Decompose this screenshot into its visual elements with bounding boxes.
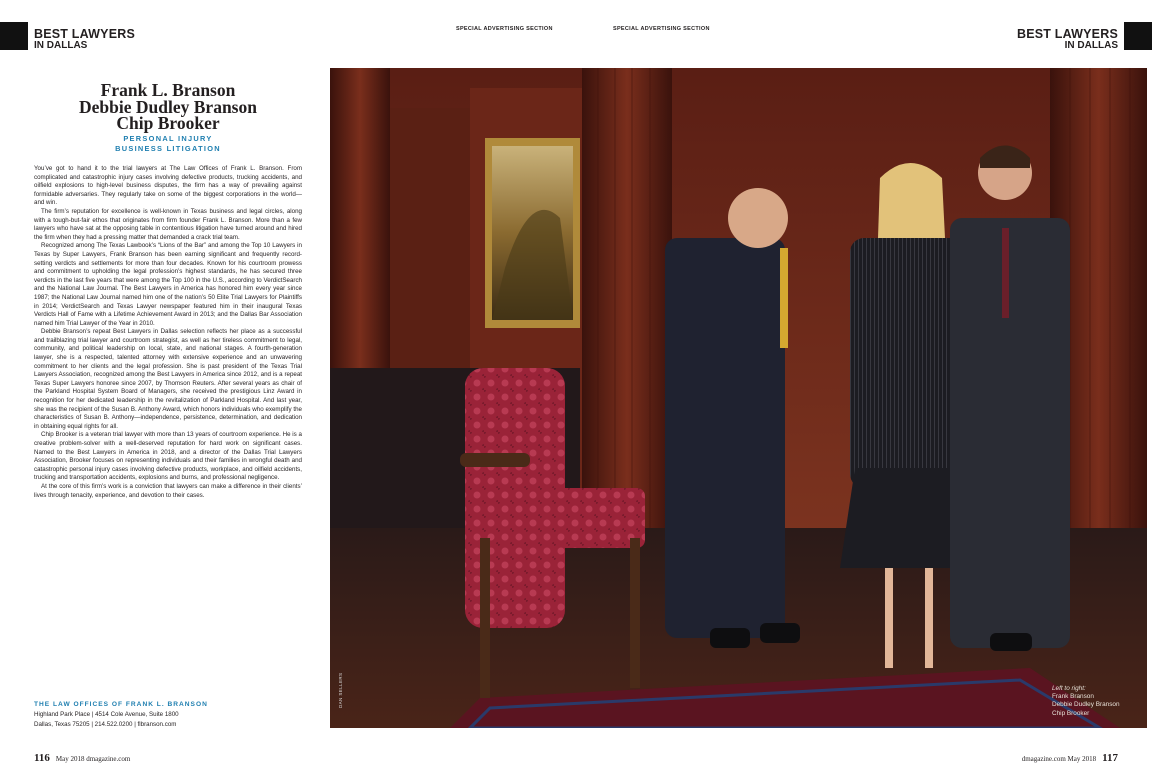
lawyer-names — [34, 82, 302, 132]
paragraph: Recognized among The Texas Lawbook’s “Lions of the Bar” and among the Top 10 Lawyers in Texas by Super Lawyers, Frank Branson has been earning significant and frequently record-setting verdicts and settlements for more than four decades. Known for his courtroom prowess and commitment to upholding the legal profession’s highest standards, he has secured three verdicts in the last five years that were among the Top 100 in the U.S., according to VerdictSearch and the National Law Journal. The Best Lawyers in America has honored him every year since 1987; the National Law Journal named him one of the nation’s 50 Elite Trial Lawyers for Plaintiffs in 2014; VerdictSearch and Texas Lawyer newspaper featured him in their inaugural Texas Verdicts Hall of Fame with a Lifetime Achievement Award in 2013; and the Dallas Bar Association named him Trial Lawyer of the Year in 2010. — [34, 242, 302, 327]
section-subtitle: IN DALLAS — [34, 40, 88, 51]
practice-areas — [34, 134, 302, 153]
section-subtitle: IN DALLAS — [1064, 40, 1118, 51]
group-photo — [330, 68, 1147, 728]
paragraph: The firm’s reputation for excellence is well-known in Texas business and legal circles, along with a tough-but-fair ethos that originates from firm founder Frank L. Branson. More than a few lawyers who have sat at the opposing table in contentious litigation have turned around and hired the firm when they had a pressing matter that demanded a crack trial team. — [34, 207, 302, 241]
contact-block — [34, 700, 302, 730]
caption-lead: Left to right: — [1052, 685, 1086, 692]
section-title: BEST LAWYERS — [1016, 27, 1118, 41]
advertising-label-right: SPECIAL ADVERTISING SECTION — [613, 26, 710, 32]
caption-name: Chip Brooker — [1052, 709, 1090, 717]
firm-name: THE LAW OFFICES OF FRANK L. BRANSON — [34, 701, 208, 708]
folio-left — [34, 752, 134, 764]
paragraph: You’ve got to hand it to the trial lawyers at The Law Offices of Frank L. Branson. From complicated and catastrophic injury cases involving defective products, trucking accidents, and oilfield explosions to high-level business disputes, the firm has a way of prevailing against formidable adversaries. They regularly take on some of the biggest corporations in the world—and win. — [34, 165, 302, 207]
article-body — [34, 165, 302, 500]
photo-credit: DAN SELLERS — [338, 672, 343, 708]
caption-name: Frank Branson — [1052, 693, 1094, 701]
practice-area: PERSONAL INJURY — [123, 134, 213, 143]
address-line: Dallas, Texas 75205 | 214.522.0200 | flbranson.com — [34, 721, 177, 728]
section-header-left — [34, 28, 135, 51]
lawyer-name: Chip Brooker — [116, 113, 220, 133]
section-tab-left — [0, 22, 28, 50]
folio-right — [1018, 752, 1118, 764]
address-line: Highland Park Place | 4514 Cole Avenue, Suite 1800 — [34, 711, 179, 718]
publication-line: dmagazine.com May 2018 — [1021, 755, 1097, 763]
lawyer-name: Frank L. Branson — [100, 80, 236, 100]
page-number: 116 — [34, 752, 50, 764]
section-header-right — [1017, 28, 1118, 51]
photo-caption — [1052, 685, 1120, 718]
caption-name: Debbie Dudley Branson — [1052, 701, 1120, 709]
lawyer-name: Debbie Dudley Branson — [79, 96, 257, 117]
paragraph: Debbie Branson’s repeat Best Lawyers in Dallas selection reflects her place as a successful and trailblazing trial lawyer and courtroom strategist, as well as her tireless commitment to legal, community, and political leadership on local, state, and national stages. A fourth-generation lawyer, she is a respected, talented attorney with extensive experience and an unwavering commitment to her clients and the legal profession. She is past president of the Texas Trial Lawyers Association, recognized among the Best Lawyers in America since 2012, and is a repeat Texas Super Lawyers honoree since 2007, by Thomson Reuters. After several years as chair of the Parkland Hospital System Board of Managers, she received the prestigious Linz Award in recognition for her dedicated leadership in the revitalization of Parkland Hospital. And last year, she was the recipient of the Susan B. Anthony Award, which honors individuals who exemplify the characteristics of Susan B. Anthony—independence, persistence, determination, and dedication in obtaining equal rights for all. — [34, 328, 302, 430]
photo-illustration — [330, 68, 1147, 728]
publication-line: May 2018 dmagazine.com — [55, 755, 131, 763]
paragraph: Chip Brooker is a veteran trial lawyer with more than 13 years of courtroom experience. He is a creative problem-solver with a well-deserved reputation for hard work on significant cases. Named to the Best Lawyers in America in 2018, and a director of the Dallas Trial Lawyers Association, Brooker focuses on representing individuals and their families in wrongful death and catastrophic personal injury cases involving defective products, workplace, and oilfield accidents, trucking and transportation accidents, explosions and burns, and professional negligence. — [34, 431, 302, 482]
section-tab-right — [1124, 22, 1152, 50]
section-title: BEST LAWYERS — [34, 27, 136, 41]
page-number: 117 — [1102, 752, 1118, 764]
practice-area: BUSINESS LITIGATION — [115, 143, 221, 153]
advertising-label-left: SPECIAL ADVERTISING SECTION — [456, 26, 553, 32]
paragraph: At the core of this firm’s work is a conviction that lawyers can make a difference in their clients’ lives through tenacity, experience, and devotion to their cases. — [34, 482, 302, 499]
